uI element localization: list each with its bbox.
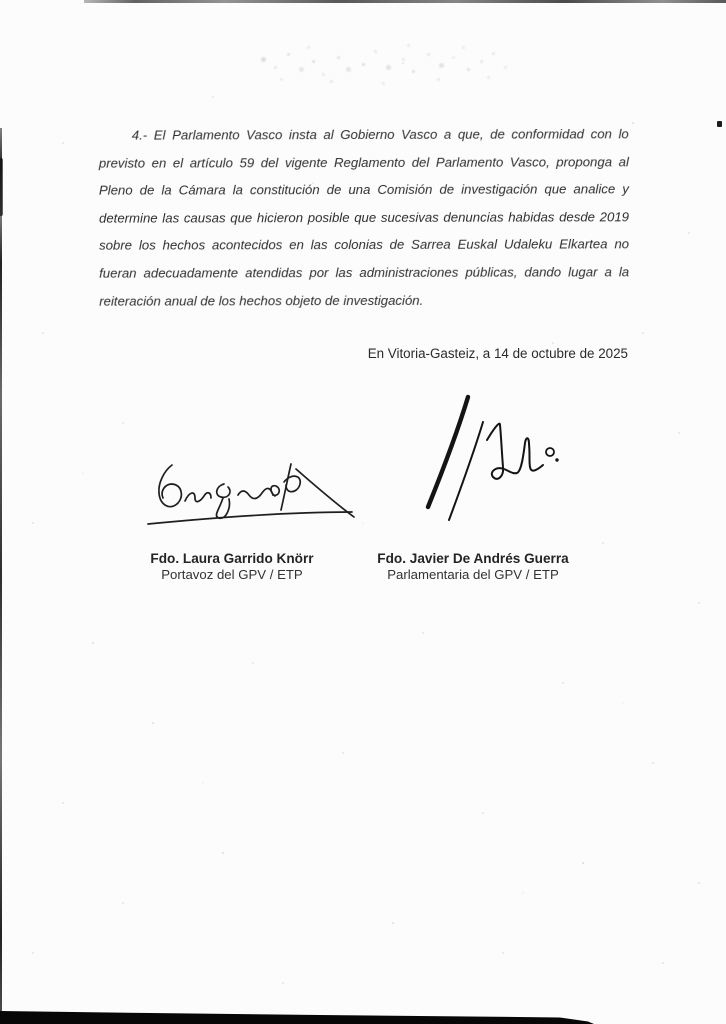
signatory-block-left bbox=[112, 550, 352, 583]
page-speckles bbox=[0, 0, 2, 2]
signatory-block-right bbox=[353, 550, 593, 583]
paragraph-line: reiteración anual de los hechos objeto de investigación. bbox=[99, 292, 424, 309]
signatory-name: Fdo. Laura Garrido Knörr bbox=[150, 551, 314, 566]
paragraph-line: determine las causas que hicieron posible que sucesivas denuncias habidas desde 2019 bbox=[98, 209, 630, 226]
signature-laura-garrido bbox=[140, 455, 362, 537]
paragraph-line: sobre los hechos acontecidos en las colonias de Sarrea Euskal Udaleku Elkartea no bbox=[99, 236, 630, 254]
paragraph-line: 4.- El Parlamento Vasco insta al Gobierno Vasco a que, de conformidad con lo bbox=[131, 126, 629, 143]
scan-artifact-top-edge bbox=[84, 0, 726, 3]
signatory-role: Portavoz del GPV / ETP bbox=[161, 567, 303, 582]
paragraph-line: fueran adecuadamente atendidas por las administraciones públicas, dando lugar a la bbox=[99, 264, 630, 281]
signature-javier-de-andres bbox=[405, 390, 570, 532]
signatory-name: Fdo. Javier De Andrés Guerra bbox=[377, 551, 569, 566]
resolution-paragraph bbox=[99, 120, 630, 315]
stamp-smudge bbox=[252, 38, 255, 41]
scan-artifact-left-edge bbox=[0, 128, 2, 1024]
scan-artifact-left-blob bbox=[0, 158, 3, 216]
scan-artifact-corner-mark bbox=[717, 121, 722, 127]
signatory-role: Parlamentaria del GPV / ETP bbox=[387, 567, 559, 582]
date-line: En Vitoria-Gasteiz, a 14 de octubre de 2025 bbox=[367, 346, 628, 361]
scan-artifact-bottom-bar bbox=[0, 1004, 726, 1024]
paragraph-line: Pleno de la Cámara la constitución de una Comisión de investigación que analice y bbox=[98, 181, 629, 198]
paragraph-line: previsto en el artículo 59 del vigente Reglamento del Parlamento Vasco, proponga al bbox=[98, 153, 629, 171]
